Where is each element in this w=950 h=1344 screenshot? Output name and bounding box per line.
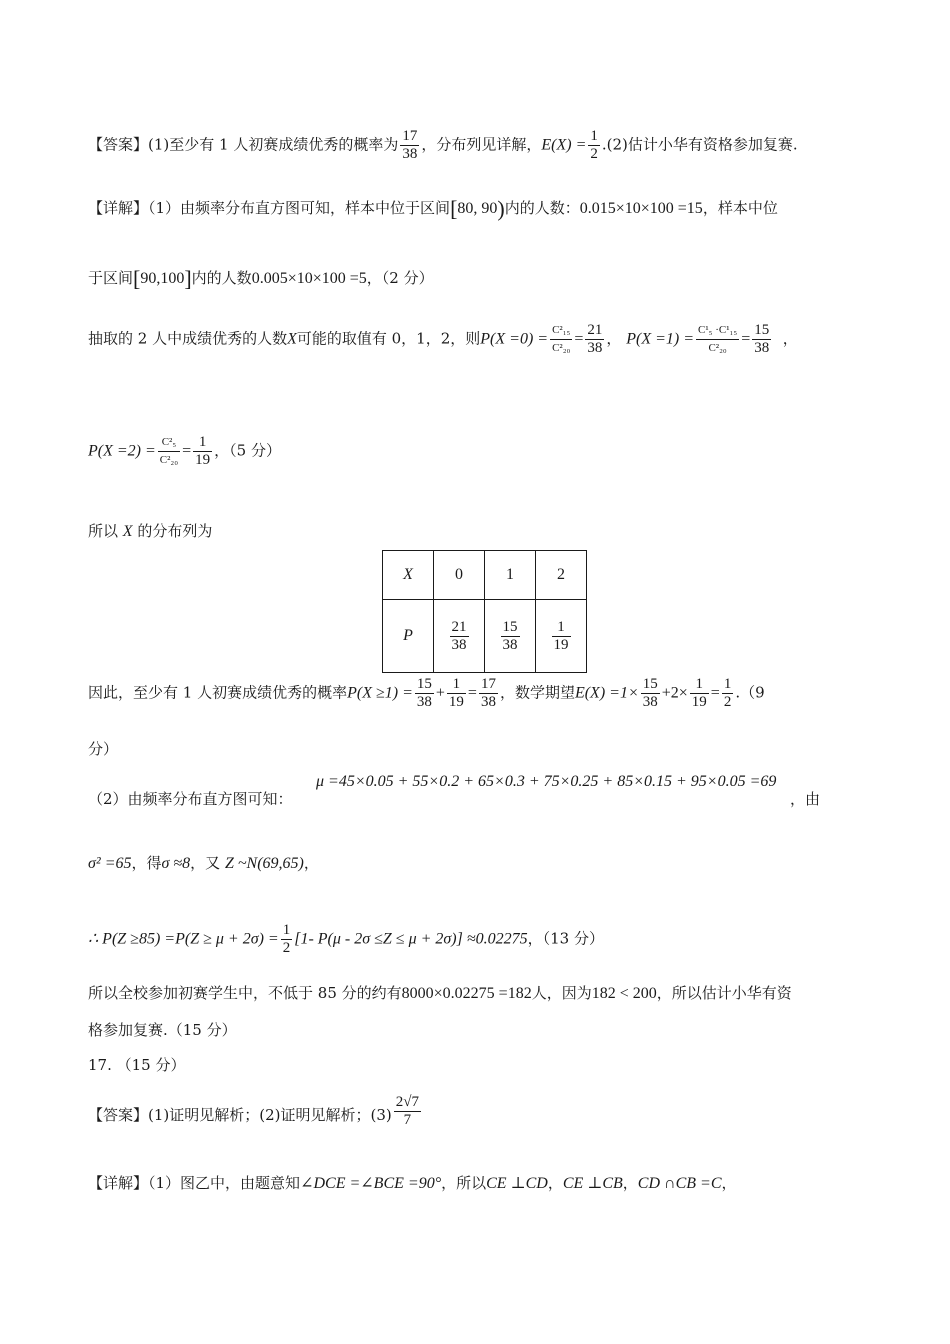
- fraction: $\frac{21}{38}$: [587, 322, 603, 356]
- table-row: [383, 600, 587, 673]
- detail-line-4: P(X =2) = $\frac{\text{C²₅}}{\text{C²₂₀}}$ = $\frac{1}{19}$ ，（5 分）: [88, 434, 281, 468]
- fraction: $\frac{1}{19}$: [195, 434, 211, 468]
- dist-caption: 所以 X 的分布列为: [88, 522, 213, 540]
- question-17-heading: 17. （15 分）: [88, 1056, 186, 1074]
- table-row: [383, 551, 587, 600]
- fraction: $\frac{\text{C²₅}}{\text{C²₂₀}}$: [159, 436, 179, 466]
- table-cell: P: [383, 600, 434, 673]
- fraction: $\frac{17}{38}$: [402, 128, 418, 162]
- answer-line-17: 【答案】(1)证明见解析；(2)证明见解析；(3) $\frac{2√7}{7}$: [88, 1094, 419, 1128]
- fraction: $\frac{1}{2}$: [590, 128, 598, 162]
- mu-caption: （2）由频率分布直方图可知：: [88, 790, 293, 808]
- table-cell: 1: [485, 551, 536, 600]
- detail-line-1: 【详解】（1）由频率分布直方图可知，样本中位于区间[80, 90)内的人数：0.015×10×100 =15，样本中位: [88, 196, 778, 221]
- detail-line-2: 于区间[90,100]内的人数0.005×10×100 =5，（2 分）: [88, 266, 434, 291]
- fraction: $\frac{\text{C²₁₅}}{\text{C²₂₀}}$: [552, 324, 571, 354]
- table-cell: 2: [536, 551, 587, 600]
- final-line-2: 格参加复赛.（15 分）: [88, 1021, 237, 1039]
- fraction: $\frac{15}{38}$: [754, 322, 770, 356]
- final-line-1: 所以全校参加初赛学生中，不低于 85 分的约有8000×0.02275 =182人，因为182 < 200，所以估计小华有资: [88, 984, 792, 1002]
- answer-label: 【答案】: [88, 1106, 149, 1124]
- table-cell: 0: [434, 551, 485, 600]
- detail-label: 【详解】: [88, 1174, 149, 1192]
- detail-label: 【详解】: [88, 199, 149, 217]
- table-cell: $\frac{15}{38}$: [485, 600, 536, 673]
- score-line: 分）: [88, 740, 119, 758]
- sigma-line: σ² =65，得σ ≈8，又 Z ~N(69,65)，: [88, 854, 319, 872]
- answer-label: 【答案】: [88, 135, 149, 154]
- mu-tail: ，由: [790, 790, 821, 808]
- detail-17-line: 【详解】（1）图乙中，由题意知∠DCE =∠BCE =90°，所以CE ⊥CD，CE ⊥CB，CD ∩CB =C，: [88, 1174, 737, 1192]
- table-cell: $\frac{21}{38}$: [434, 600, 485, 673]
- table-cell: X: [383, 551, 434, 600]
- fraction: $\frac{\text{C¹₅ ·C¹₁₅}}{\text{C²₂₀}}$: [698, 324, 738, 354]
- distribution-table: [382, 550, 587, 673]
- mu-expression: μ =45×0.05 + 55×0.2 + 65×0.3 + 75×0.25 + 85×0.15 + 95×0.05 =69: [316, 773, 777, 790]
- conclusion-line: 因此，至少有 1 人初赛成绩优秀的概率P(X ≥1) = $\frac{15}{38}$ + $\frac{1}{19}$ = $\frac{17}{38}$ ，数学期望E(X) =1× $\frac{15}{38}$ +2× $\frac{1}{19}$ = $\frac{1}{2}$ .（9: [88, 676, 765, 710]
- detail-line-3: 抽取的 2 人中成绩优秀的人数X可能的取值有 0，1，2，则P(X =0) = $\frac{\text{C²₁₅}}{\text{C²₂₀}}$ = $\frac{21}{38}$ ， P(X =1) = $\frac{\text{C¹₅ ·C¹₁₅}}{\text{C²₂₀}}$ = $\frac{15}{38}$ ，: [88, 322, 798, 356]
- pz-line: ∴ P(Z ≥85) =P(Z ≥ μ + 2σ) = $\frac{1}{2}$ [1- P(μ - 2σ ≤Z ≤ μ + 2σ)] ≈0.02275，（13 分）: [88, 922, 604, 956]
- answer-line-16: 【答案】(1)至少有 1 人初赛成绩优秀的概率为 $\frac{17}{38}$ ，分布列见详解，E(X) = $\frac{1}{2}$ .(2)估计小华有资格参加复赛.: [88, 128, 798, 162]
- table-cell: $\frac{1}{19}$: [536, 600, 587, 673]
